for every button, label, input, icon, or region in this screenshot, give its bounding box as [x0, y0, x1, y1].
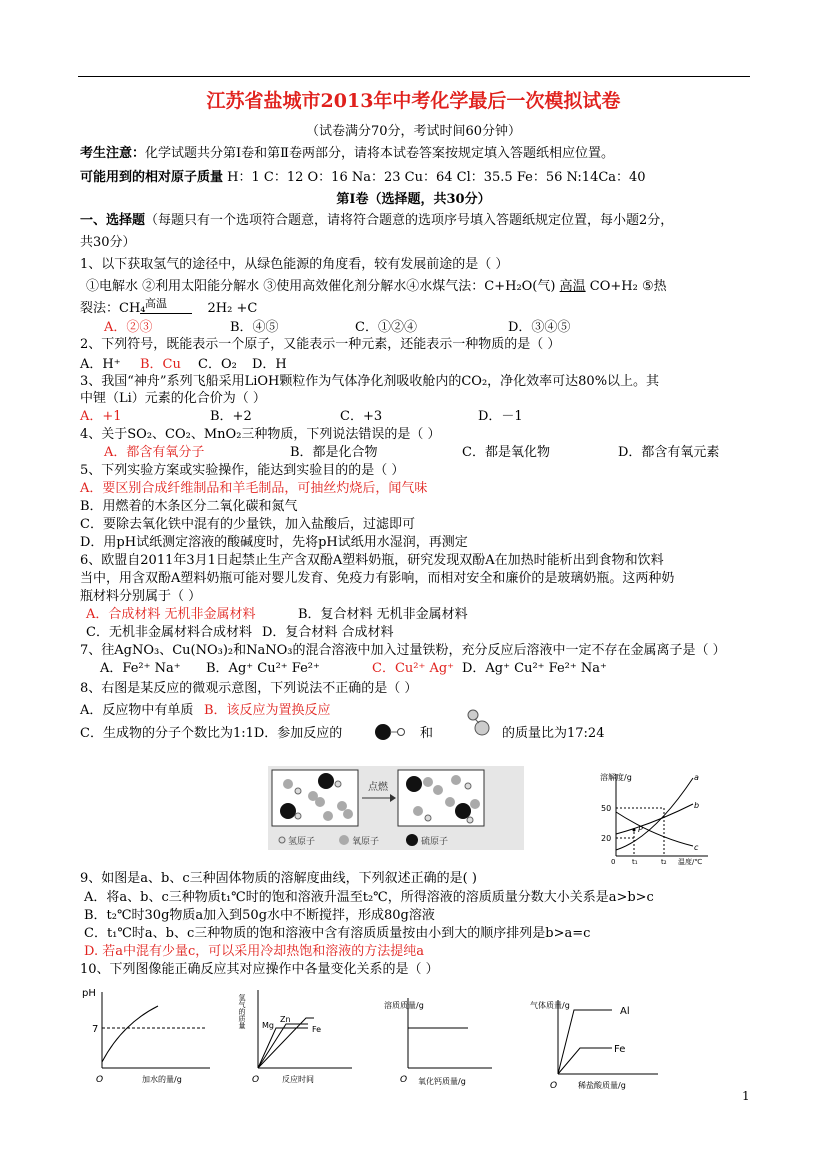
q4-option-a: A．都含有氧分子 — [104, 445, 205, 460]
notice-line: 考生注意：化学试题共分第Ⅰ卷和第Ⅱ卷两部分，请将本试卷答案按规定填入答题纸相应位置。 — [80, 146, 614, 161]
chart-origin: 0 — [611, 858, 616, 866]
exam-title: 江苏省盐城市2013年中考化学最后一次模拟试卷 — [206, 90, 621, 112]
q1-stem: 1、以下获取氢气的途径中，从绿色能源的角度看，较有发展前途的是（ ） — [80, 257, 509, 272]
q3-option-b: B．+2 — [210, 409, 252, 424]
exam-subtitle: （试卷满分70分，考试时间60分钟） — [305, 124, 522, 139]
q2-option-c: C．O₂ — [198, 357, 237, 372]
g4-al-label: Al — [620, 1006, 630, 1017]
chart-tick-50: 50 — [601, 804, 612, 813]
chart-y-label: 溶解度/g — [600, 773, 632, 782]
q6-stem3: 瓶材料分别属于（ ） — [80, 589, 202, 604]
q1-option-d: D．③④⑤ — [508, 320, 571, 335]
q2-option-b: B．Cu — [140, 357, 181, 372]
q9-option-d: D. 若a中混有少量c，可以采用冷却热饱和溶液的方法提纯a — [84, 944, 425, 959]
q9-stem: 9、如图是a、b、c三种固体物质的溶解度曲线，下列叙述正确的是( ) — [80, 871, 477, 886]
q9-option-a: A．将a、b、c三种物质t₁℃时的饱和溶液升温至t₂℃，所得溶液的溶质质量分数大小关系是a>b>c — [84, 890, 654, 905]
q9-option-c: C．t₁℃时a、b、c三种物质的饱和溶液中含有溶质质量按由小到大的顺序排列是b>a=c — [84, 926, 591, 941]
reaction-diagram — [268, 766, 524, 850]
reaction-arrow-label: 点燃 — [368, 782, 388, 793]
q9-option-b: B．t₂℃时30g物质a加入到50g水中不断搅拌，形成80g溶液 — [84, 908, 435, 923]
q1-option-a: A．②③ — [104, 320, 153, 335]
legend-sulfur: 硫原子 — [421, 837, 449, 847]
g3-x-label: 氧化钙质量/g — [418, 1077, 466, 1086]
g2-mg-label: Mg — [262, 1021, 274, 1030]
q8-and: 和 — [420, 726, 434, 741]
legend-oxygen: 氧原子 — [352, 837, 380, 847]
g2-x-label: 反应时间 — [282, 1075, 314, 1084]
part1-heading: 一、选择题（每题只有一个选项符合题意，请将符合题意的选项序号填入答题纸规定位置，每小题2分， — [80, 213, 674, 228]
q5-stem: 5、下列实验方案或实验操作，能达到实验目的的是（ ） — [80, 463, 405, 478]
q8-stem: 8、右图是某反应的微观示意图，下列说法不正确的是（ ） — [80, 681, 418, 696]
atomic-mass-line: 可能用到的相对原子质量 H：1 C：12 O：16 Na：23 Cu：64 Cl：35.5 Fe：56 N:14Ca：40 — [80, 170, 646, 185]
q1-option-b: B．④⑤ — [230, 320, 279, 335]
q6-option-b: B．复合材料 无机非金属材料 — [298, 607, 468, 622]
g1-tick-7: 7 — [92, 1024, 99, 1035]
chart-t1: t₁ — [632, 858, 638, 866]
q6-stem: 6、欧盟自2011年3月1日起禁止生产含双酚A塑料奶瓶，研究发现双酚A在加热时能析出到食物和饮料 — [80, 553, 664, 568]
g3-y-label: 溶质质量/g — [384, 1001, 424, 1010]
q5-option-b: B．用燃着的木条区分二氧化碳和氮气 — [80, 499, 298, 514]
q3-option-d: D．－1 — [478, 409, 523, 424]
q1-cond2: 高温 — [145, 297, 167, 310]
header-rule — [78, 76, 750, 77]
q8-tail: 的质量比为17:24 — [502, 726, 605, 741]
q4-option-c: C．都是氧化物 — [462, 445, 550, 460]
q6-stem2: 当中，用含双酚A塑料奶瓶可能对婴儿发育、免疫力有影响，而相对安全和廉价的是玻璃奶瓶。这两种奶 — [80, 571, 675, 586]
g4-origin: O — [550, 1081, 558, 1091]
q4-option-b: B．都是化合物 — [290, 445, 378, 460]
page-number: 1 — [742, 1089, 750, 1103]
legend-hydrogen: 氢原子 — [288, 837, 316, 847]
q3-stem2: 中锂（Li）元素的化合价为（ ） — [80, 391, 266, 406]
q1-options: ①电解水 ②利用太阳能分解水 ③使用高效催化剂分解水④水煤气法：C+H₂O(气) 高温 CO+H₂ ⑤热 — [86, 279, 667, 294]
chart-x-label: 温度/℃ — [678, 858, 703, 866]
q7-option-c: C．Cu²⁺ Ag⁺ — [372, 661, 455, 676]
graph-hydrogen — [238, 984, 360, 1088]
g2-origin: O — [252, 1075, 260, 1085]
graph-gas — [528, 996, 668, 1096]
q6-option-d: D．复合材料 合成材料 — [262, 625, 394, 640]
q6-option-a: A．合成材料 无机非金属材料 — [86, 607, 256, 622]
q7-option-d: D．Ag⁺ Cu²⁺ Fe²⁺ Na⁺ — [462, 661, 607, 676]
q8-option-a: A．反应物中有单质 — [80, 703, 194, 718]
q1-option-c: C．①②④ — [355, 320, 417, 335]
g4-y-label: 气体质量/g — [530, 1001, 570, 1010]
q4-option-d: D．都含有氧元素 — [618, 445, 720, 460]
q1-line3: 裂法：CH₄ 2H₂ +C — [80, 301, 258, 316]
g1-x-label: 加水的量/g — [142, 1075, 182, 1084]
g2-y-label: 氢气的质量 — [238, 994, 246, 1029]
point-p-label: P — [638, 825, 643, 834]
q8-option-b: B．该反应为置换反应 — [204, 703, 331, 718]
curve-b-label: b — [694, 801, 700, 810]
g4-fe-label: Fe — [614, 1044, 626, 1055]
q2-option-a: A．H⁺ — [80, 357, 121, 372]
q4-stem: 4、关于SO₂、CO₂、MnO₂三种物质，下列说法错误的是（ ） — [80, 427, 441, 442]
q10-stem: 10、下列图像能正确反应其对应操作中各量变化关系的是（ ） — [80, 962, 439, 977]
curve-a-label: a — [694, 773, 699, 782]
q8-option-c: C．生成物的分子个数比为1:1D．参加反应的 — [80, 726, 343, 741]
q5-option-c: C．要除去氧化铁中混有的少量铁，加入盐酸后，过滤即可 — [80, 517, 415, 532]
q3-stem: 3、我国“神舟”系列飞船采用LiOH颗粒作为气体净化剂吸收舱内的CO₂，净化效率可达80%以上。其 — [80, 374, 660, 389]
q7-option-b: B．Ag⁺ Cu²⁺ Fe²⁺ — [206, 661, 320, 676]
ammonia-molecule-icon — [370, 720, 410, 744]
curve-c-label: c — [694, 843, 699, 852]
q5-option-d: D．用pH试纸测定溶液的酸碱度时，先将pH试纸用水湿润，再测定 — [80, 535, 468, 550]
part1-heading-cont: 共30分） — [80, 235, 136, 250]
q2-stem: 2、下列符号，既能表示一个原子，又能表示一种元素，还能表示一种物质的是（ ） — [80, 337, 561, 352]
g2-fe-label: Fe — [312, 1025, 322, 1034]
g3-origin: O — [400, 1075, 408, 1085]
graph-solute — [378, 994, 498, 1094]
g1-y-label: pH — [82, 988, 96, 999]
chart-tick-20: 20 — [601, 834, 612, 843]
g4-x-label: 稀盐酸质量/g — [578, 1081, 626, 1090]
solubility-chart — [598, 768, 724, 866]
q3-option-c: C．+3 — [340, 409, 383, 424]
chart-t2: t₂ — [661, 858, 667, 866]
q7-option-a: A．Fe²⁺ Na⁺ — [100, 661, 181, 676]
section1-heading: 第Ⅰ卷（选择题，共30分） — [336, 192, 491, 207]
q2-option-d: D．H — [252, 357, 287, 372]
graph-ph — [82, 984, 222, 1088]
q3-option-a: A．+1 — [80, 409, 122, 424]
oxygen-molecule-icon — [462, 704, 494, 740]
q6-option-c: C．无机非金属材料合成材料 — [86, 625, 252, 640]
q5-option-a: A．要区别合成纤维制品和羊毛制品，可抽丝灼烧后，闻气味 — [80, 481, 428, 496]
g2-zn-label: Zn — [280, 1015, 291, 1024]
g1-origin: O — [96, 1075, 104, 1085]
q7-stem: 7、往AgNO₃、Cu(NO₃)₂和NaNO₃的混合溶液中加入过量铁粉，充分反应后溶液中一定不存在金属离子是（ ） — [80, 643, 726, 658]
